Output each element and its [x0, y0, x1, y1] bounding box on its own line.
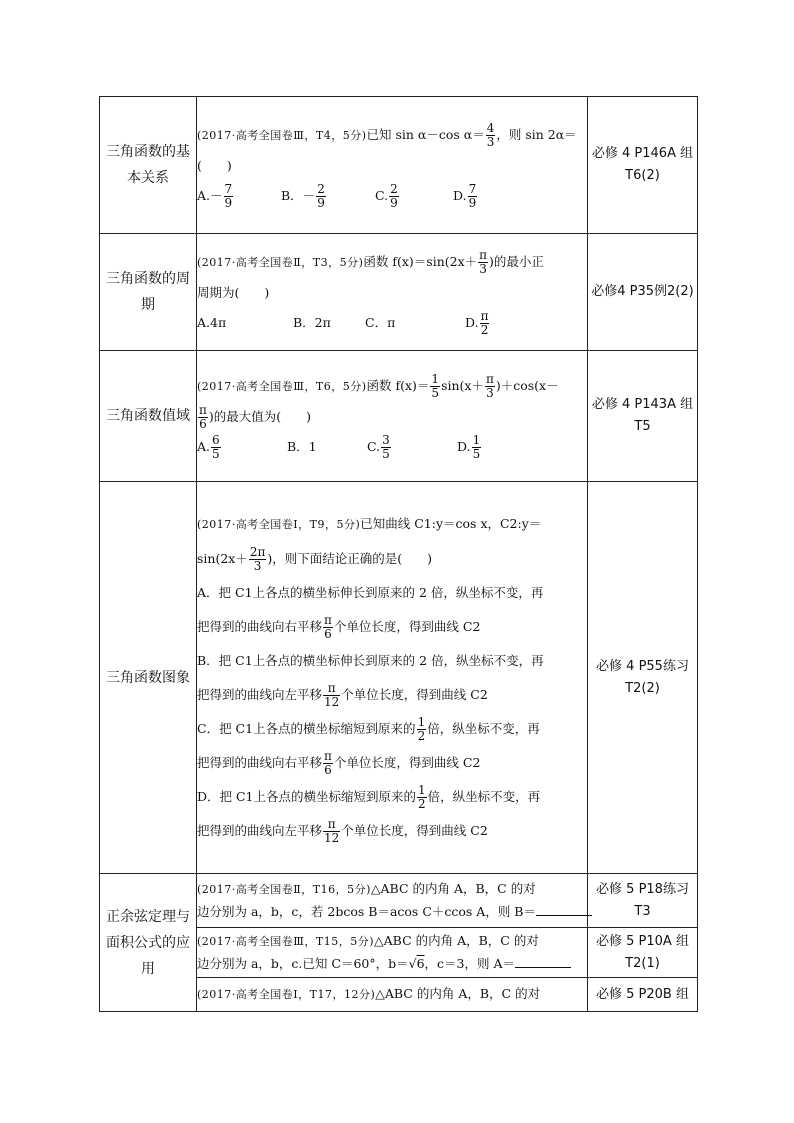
options — [197, 308, 587, 338]
options — [197, 432, 587, 462]
problem-cell: (2017·高考全国卷Ⅱ，T3，5分)函数 f(x)＝sin(2x＋ $\frac{\pi}{3}$ )的最小正 周期为( ) A.4π B．2π C．π D. $\frac{\pi}{2}$ — [197, 234, 588, 351]
table-row — [100, 97, 698, 234]
fraction: $\frac{\pi}{3}$ — [479, 247, 488, 276]
reference-cell: 必修 5 P18练习 T3 — [588, 874, 698, 928]
option-d: D. $\frac{\pi}{2}$ — [465, 308, 489, 337]
option-d: D. $\frac{1}{5}$ — [457, 432, 481, 461]
reference-cell: 必修 5 P10A 组 T2(1) — [588, 928, 698, 978]
option-a: A.4π — [197, 314, 227, 330]
option-c: C．把 C1上各点的横坐标缩短到原来的 $\frac{1}{2}$ 倍，纵坐标不变，再 — [197, 715, 540, 743]
option-a: A．把 C1上各点的横坐标伸长到原来的 2 倍，纵坐标不变，再 — [197, 585, 544, 600]
option-a: A. $\frac{6}{5}$ — [197, 432, 220, 461]
answer-blank — [515, 955, 571, 968]
exam-reference-table — [99, 96, 698, 1012]
topic-cell: 正余弦定理与面积公式的应用 — [100, 874, 197, 1012]
reference-cell: 必修 4 P146A 组 T6(2) — [588, 97, 698, 234]
topic-cell: 三角函数的基本关系 — [100, 97, 197, 234]
answer-blank — [536, 903, 592, 916]
problem-cell: (2017·高考全国卷Ⅲ，T15，5分)△ABC 的内角 A，B，C 的对 边分别为 a，b，c.已知 C＝60°，b＝√6，c＝3，则 A＝ — [197, 928, 588, 978]
option-a: A.－ $\frac{7}{9}$ — [197, 181, 233, 210]
option-b: B．2π — [293, 314, 331, 330]
fraction: $\frac{4}{3}$ — [486, 120, 495, 149]
problem-cell: (2017·高考全国卷Ⅲ，T6，5分)函数 f(x)＝ $\frac{1}{5}$ sin(x＋ $\frac{\pi}{3}$ )＋cos(x－ $\frac{\pi}{6}$ )的最大值为( ) A. $\frac{6}{5}$ B．1 C. $\frac{3}{5}$ D. $\frac{1}{5}$ — [197, 351, 588, 482]
problem-cell: (2017·高考全国卷Ⅱ，T16，5分)△ABC 的内角 A，B，C 的对 边分别为 a，b，c，若 2bcos B＝acos C＋ccos A，则 B＝ — [197, 874, 588, 928]
topic-cell: 三角函数值域 — [100, 351, 197, 482]
problem-stem: (2017·高考全国卷Ⅲ，T6，5分)函数 f(x)＝ $\frac{1}{5}$ sin(x＋ $\frac{\pi}{3}$ )＋cos(x－ — [197, 371, 559, 400]
options — [197, 181, 587, 211]
option-d: D．把 C1上各点的横坐标缩短到原来的 $\frac{1}{2}$ 倍，纵坐标不变，再 — [197, 783, 541, 811]
table-row — [100, 482, 698, 874]
option-b: B．1 — [287, 438, 317, 454]
reference-cell: 必修 5 P20B 组 — [588, 978, 698, 1012]
option-b: B．把 C1上各点的横坐标伸长到原来的 2 倍，纵坐标不变，再 — [197, 653, 544, 668]
problem-stem: (2017·高考全国卷Ⅰ，T9，5分)已知曲线 C1:y＝cos x，C2:y＝ — [197, 516, 542, 531]
answer-paren: ( ) — [197, 157, 232, 173]
option-c: C．π — [365, 314, 396, 330]
problem-cell: (2017·高考全国卷Ⅰ，T9，5分)已知曲线 C1:y＝cos x，C2:y＝ sin(2x＋ $\frac{2\pi}{3}$ )，则下面结论正确的是( ) A．把 C1上各点的横坐标伸长到原来的 2 倍，纵坐标不变，再 把得到的曲线向右平移 $\frac{\pi}{6}$ 个单位长度，得到曲线 C2 B．把 C1上各点的横坐标伸长到原来的 2 倍，纵坐标不变，再 把得到的曲线向左平移 $\frac{\pi}{12}$ 个单位长度，得到曲线 C2 C．把 C1上各点的横坐标缩短到原来的 $\frac{1}{2}$ 倍，纵坐标不变，再 把得到的曲线向右平移 $\frac{\pi}{6}$ 个单位长度，得到曲线 C2 D．把 C1上各点的横坐标缩短到原来的 $\frac{1}{2}$ 倍，纵坐标不变，再 把得到的曲线向左平移 $\frac{\pi}{12}$ 个单位长度，得到曲线 C2 — [197, 482, 588, 874]
option-c: C. $\frac{2}{9}$ — [375, 181, 398, 210]
problem-cell: (2017·高考全国卷Ⅰ，T17，12分)△ABC 的内角 A，B，C 的对 — [197, 978, 588, 1012]
table-row — [100, 874, 698, 928]
topic-cell: 三角函数的周期 — [100, 234, 197, 351]
option-d: D. $\frac{7}{9}$ — [453, 181, 477, 210]
table-row — [100, 234, 698, 351]
problem-stem: (2017·高考全国卷Ⅲ，T4，5分)已知 sin α－cos α＝ $\frac{4}{3}$ ，则 sin 2α＝ — [197, 120, 577, 149]
reference-cell: 必修 4 P55练习 T2(2) — [588, 482, 698, 874]
topic-cell: 三角函数图象 — [100, 482, 197, 874]
table-row — [100, 351, 698, 482]
option-c: C. $\frac{3}{5}$ — [367, 432, 390, 461]
problem-stem: (2017·高考全国卷Ⅱ，T3，5分)函数 f(x)＝sin(2x＋ $\frac{\pi}{3}$ )的最小正 — [197, 247, 544, 276]
reference-cell: 必修4 P35例2(2) — [588, 234, 698, 351]
problem-cell — [197, 97, 588, 234]
option-b: B．－ $\frac{2}{9}$ — [281, 181, 325, 210]
reference-cell: 必修 4 P143A 组 T5 — [588, 351, 698, 482]
